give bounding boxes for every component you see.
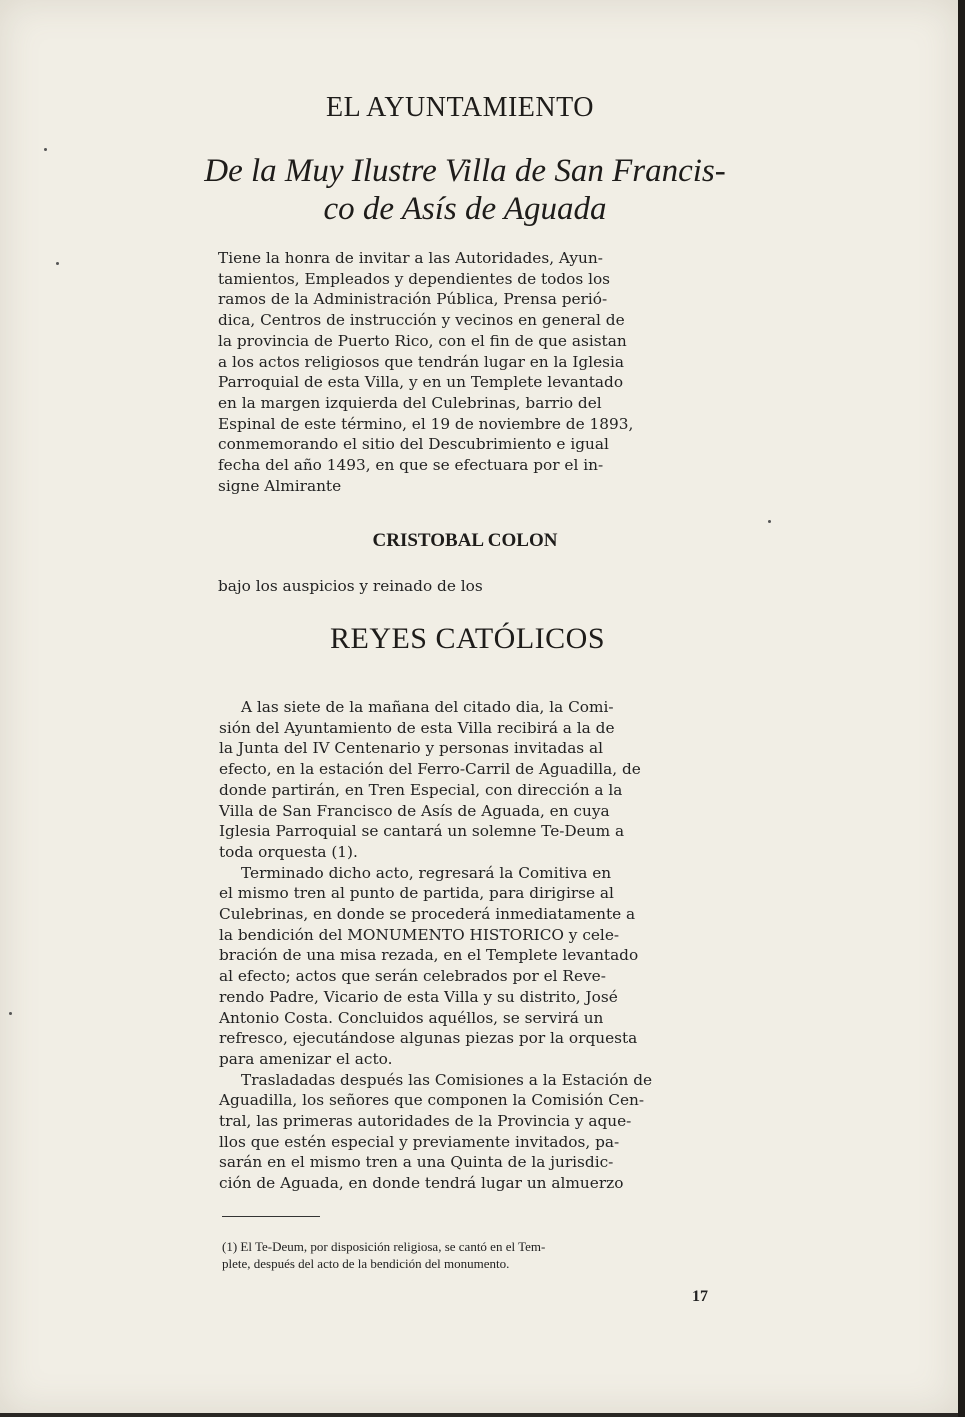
- text-line: tral, las primeras autoridades de la Provincia y aque-: [219, 1112, 632, 1131]
- text-line: Espinal de este término, el 19 de noviembre de 1893,: [218, 414, 634, 433]
- text-line: Terminado dicho acto, regresará la Comitiva en: [241, 863, 612, 882]
- text-line: rendo Padre, Vicario de esta Villa y su distrito, José: [219, 987, 618, 1006]
- footnote-line: (1) El Te-Deum, por disposición religiosa, se cantó en el Tem-: [222, 1239, 546, 1254]
- subtitle-line-1: De la Muy Ilustre Villa de San Francis-: [204, 153, 726, 189]
- text-line: sarán en el mismo tren a una Quinta de la jurisdic-: [219, 1153, 614, 1172]
- footnote-line: plete, después del acto de la bendición del monumento.: [222, 1256, 510, 1271]
- text-line: el mismo tren al punto de partida, para dirigirse al: [219, 884, 614, 903]
- text-line: signe Almirante: [218, 476, 342, 495]
- text-line: la Junta del IV Centenario y personas invitadas al: [219, 739, 604, 758]
- paper-speck: [9, 1012, 12, 1015]
- text-line: refresco, ejecutándose algunas piezas por la orquesta: [219, 1029, 638, 1048]
- text-line: Trasladadas después las Comisiones a la Estación de: [241, 1070, 653, 1089]
- text-line: Culebrinas, en donde se procederá inmediatamente a: [219, 905, 636, 924]
- text-line: dica, Centros de instrucción y vecinos en general de: [218, 311, 625, 330]
- text-line: a los actos religiosos que tendrán lugar en la Iglesia: [218, 352, 625, 371]
- program-paragraphs: [219, 697, 715, 1194]
- subtitle: [200, 152, 730, 228]
- section-heading-reyes: REYES CATÓLICOS: [329, 622, 606, 655]
- footnote-divider: [222, 1216, 320, 1217]
- text-line: para amenizar el acto.: [219, 1049, 393, 1068]
- text-line: Iglesia Parroquial se cantará un solemne Te-Deum a: [219, 822, 625, 841]
- text-line: toda orquesta (1).: [219, 842, 358, 861]
- text-line: bración de una misa rezada, en el Templete levantado: [219, 946, 639, 965]
- text-line: Tiene la honra de invitar a las Autoridades, Ayun-: [218, 249, 603, 267]
- text-line: la bendición del MONUMENTO HISTORICO y cele-: [219, 925, 620, 944]
- page-title: EL AYUNTAMIENTO: [326, 92, 594, 123]
- text-line: ramos de la Administración Pública, Prensa perió-: [218, 290, 608, 309]
- text-line: donde partirán, en Tren Especial, con dirección a la: [219, 780, 623, 799]
- text-line: Parroquial de esta Villa, y en un Templete levantado: [218, 373, 624, 392]
- text-line: fecha del año 1493, en que se efectuara por el in-: [218, 456, 604, 475]
- invitation-paragraph: [218, 248, 712, 496]
- text-line: la provincia de Puerto Rico, con el fin de que asistan: [218, 331, 627, 350]
- text-line: A las siete de la mañana del citado dia, la Comi-: [241, 698, 614, 716]
- text-line: Antonio Costa. Concluidos aquéllos, se servirá un: [219, 1008, 604, 1027]
- text-line: sión del Ayuntamiento de esta Villa recibirá a la de: [219, 718, 615, 737]
- text-line: Villa de San Francisco de Asís de Aguada, en cuya: [219, 801, 610, 820]
- text-line: Aguadilla, los señores que componen la Comisión Cen-: [219, 1091, 645, 1110]
- text-line: llos que estén especial y previamente invitados, pa-: [219, 1132, 620, 1151]
- footnote: [222, 1238, 716, 1272]
- section-heading-colon: CRISTOBAL COLON: [372, 530, 558, 551]
- auspices-line: bajo los auspicios y reinado de los: [218, 577, 483, 595]
- paper-speck: [768, 520, 771, 523]
- text-line: al efecto; actos que serán celebrados por el Reve-: [219, 967, 606, 986]
- page-number: 17: [692, 1288, 708, 1305]
- text-line: efecto, en la estación del Ferro-Carril de Aguadilla, de: [219, 760, 641, 779]
- scan-edge: [958, 0, 965, 1417]
- paper-speck: [44, 148, 47, 151]
- text-line: tamientos, Empleados y dependientes de todos los: [218, 269, 611, 288]
- subtitle-line-2: co de Asís de Aguada: [323, 191, 607, 227]
- paper-speck: [56, 262, 59, 265]
- text-line: ción de Aguada, en donde tendrá lugar un almuerzo: [219, 1174, 624, 1193]
- text-line: en la margen izquierda del Culebrinas, barrio del: [218, 393, 602, 412]
- text-line: conmemorando el sitio del Descubrimiento e igual: [218, 435, 609, 454]
